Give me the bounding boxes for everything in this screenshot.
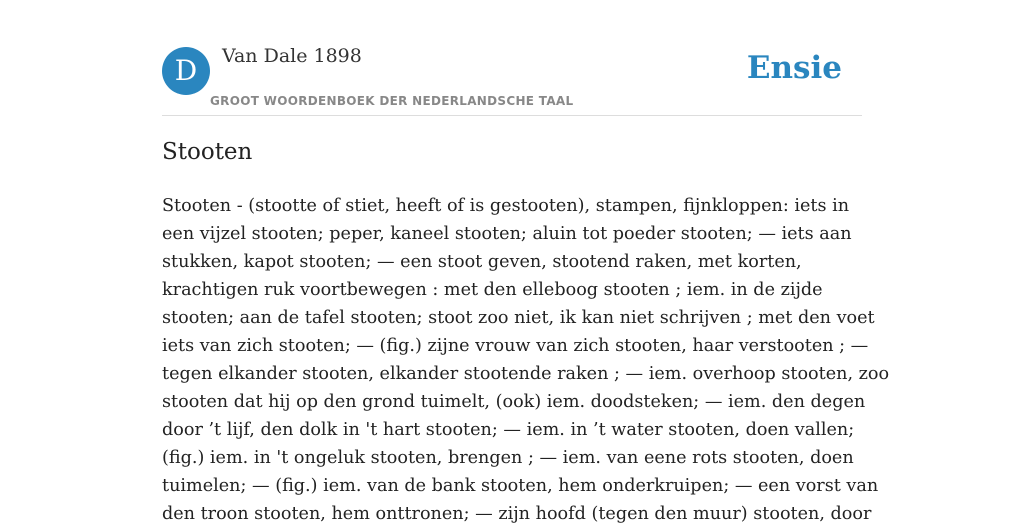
definition-line: Stooten - (stootte of stiet, heeft of is gestooten), stampen, fijnkloppen: iets in [162,196,850,216]
dictionary-subtitle: GROOT WOORDENBOEK DER NEDERLANDSCHE TAAL [210,94,574,108]
definition-line: iets van zich stooten; — (fig.) zijne vrouw van zich stooten, haar verstooten ; — [162,336,869,356]
dictionary-logo[interactable]: D [162,47,210,95]
definition-line: stooten dat hij op den grond tuimelt, (ook) iem. doodsteken; — iem. den degen [162,392,866,412]
definition-line: een vijzel stooten; peper, kaneel stooten; aluin tot poeder stooten; — iets aan [162,224,852,244]
brand-logo[interactable]: Ensie [746,50,842,86]
definition-line: tegen elkander stooten, elkander stootende raken ; — iem. overhoop stooten, zoo [162,364,890,384]
header [162,0,862,116]
entry-title: Stooten [162,139,253,165]
definition-line: (fig.) iem. in 't ongeluk stooten, brengen ; — iem. van eene rots stooten, doen [162,448,854,468]
definition-line: stukken, kapot stooten; — een stoot geven, stootend raken, met korten, [162,252,802,272]
definition-line: door ’t lijf, den dolk in 't hart stooten; — iem. in ’t water stooten, doen vallen; [162,420,855,440]
definition-line: tuimelen; — (fig.) iem. van de bank stooten, hem onderkruipen; — een vorst van [162,476,879,496]
definition-line: den troon stooten, hem onttronen; — zijn hoofd (tegen den muur) stooten, door [162,504,872,524]
dictionary-title[interactable]: Van Dale 1898 [222,45,362,67]
definition-line: krachtigen ruk voortbewegen : met den elleboog stooten ; iem. in de zijde [162,280,823,300]
entry-definition [162,192,890,528]
definition-line: stooten; aan de tafel stooten; stoot zoo niet, ik kan niet schrijven ; met den voet [162,308,875,328]
